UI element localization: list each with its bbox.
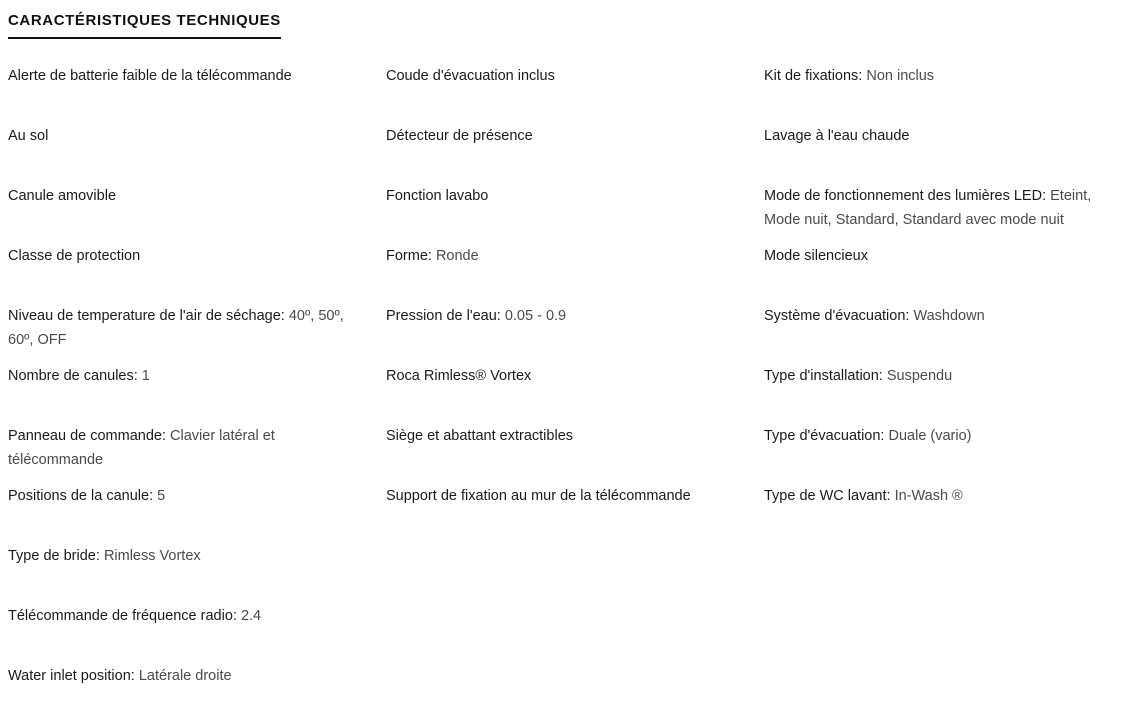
spec-item [8,244,358,268]
spec-value: In-Wash ® [894,488,963,504]
spec-value: 1 [141,368,150,384]
spec-value: Washdown [913,308,985,324]
spec-label: Type de bride: [8,548,100,564]
spec-item [8,364,358,388]
spec-item [386,424,736,448]
spec-label: Mode silencieux [764,248,868,264]
spec-value: Ronde [435,248,479,264]
spec-item [8,664,358,688]
section-title: CARACTÉRISTIQUES TECHNIQUES [8,12,281,39]
spec-item [8,424,308,472]
spec-item [764,304,1114,328]
spec-label: Au sol [8,128,49,144]
spec-label: Coude d'évacuation inclus [386,68,555,84]
spec-label: Siège et abattant extractibles [386,428,574,444]
spec-value: Suspendu [886,368,953,384]
spec-label: Canule amovible [8,188,117,204]
spec-label: Fonction lavabo [386,188,489,204]
spec-item [8,124,358,148]
spec-label: Pression de l'eau: [386,308,501,324]
spec-value: 40º, 50º, 60º, OFF [8,308,344,348]
spec-label: Classe de protection [8,248,141,264]
spec-label: Forme: [386,248,432,264]
spec-label: Type de WC lavant: [764,488,891,504]
spec-label: Positions de la canule: [8,488,154,504]
spec-item [8,64,358,88]
spec-item [386,184,736,208]
spec-label: Niveau de temperature de l'air de séchage: [8,308,285,324]
spec-label: Panneau de commande: [8,428,166,444]
spec-value: 2.4 [240,608,262,624]
spec-item [764,424,1114,448]
spec-value: 5 [157,488,166,504]
spec-item [386,484,736,508]
spec-item [386,364,736,388]
spec-item [764,244,1114,268]
spec-value: 0.05 - 0.9 [504,308,567,324]
spec-label: Télécommande de fréquence radio: [8,608,237,624]
spec-value: Eteint, Mode nuit, Standard, Standard avec mode nuit [764,188,1092,228]
spec-value: Latérale droite [138,668,232,684]
spec-item [8,544,358,568]
spec-item [386,124,736,148]
spec-label: Type d'installation: [764,368,883,384]
spec-label: Lavage à l'eau chaude [764,128,910,144]
spec-label: Détecteur de présence [386,128,533,144]
spec-label: Alerte de batterie faible de la télécommande [8,68,292,84]
spec-label: Système d'évacuation: [764,308,910,324]
spec-item [386,244,736,268]
spec-item [764,124,1114,148]
spec-item [8,304,358,352]
spec-label: Support de fixation au mur de la télécommande [386,488,691,504]
spec-label: Water inlet position: [8,668,135,684]
spec-item [386,64,736,88]
spec-item [764,64,1114,88]
spec-item [764,484,1114,508]
spec-item [8,184,358,208]
spec-value: Non inclus [866,68,935,84]
spec-item [8,484,358,508]
spec-label: Type d'évacuation: [764,428,885,444]
spec-label: Roca Rimless® Vortex [386,368,532,384]
spec-item [8,604,358,628]
spec-label: Mode de fonctionnement des lumières LED: [764,188,1047,204]
spec-label: Kit de fixations: [764,68,863,84]
spec-item [386,304,736,328]
spec-label: Nombre de canules: [8,368,138,384]
spec-item [764,364,1114,388]
spec-value: Duale (vario) [888,428,972,444]
spec-item [764,184,1109,232]
spec-value: Rimless Vortex [103,548,201,564]
spec-value: Clavier latéral et télécommande [8,428,275,468]
